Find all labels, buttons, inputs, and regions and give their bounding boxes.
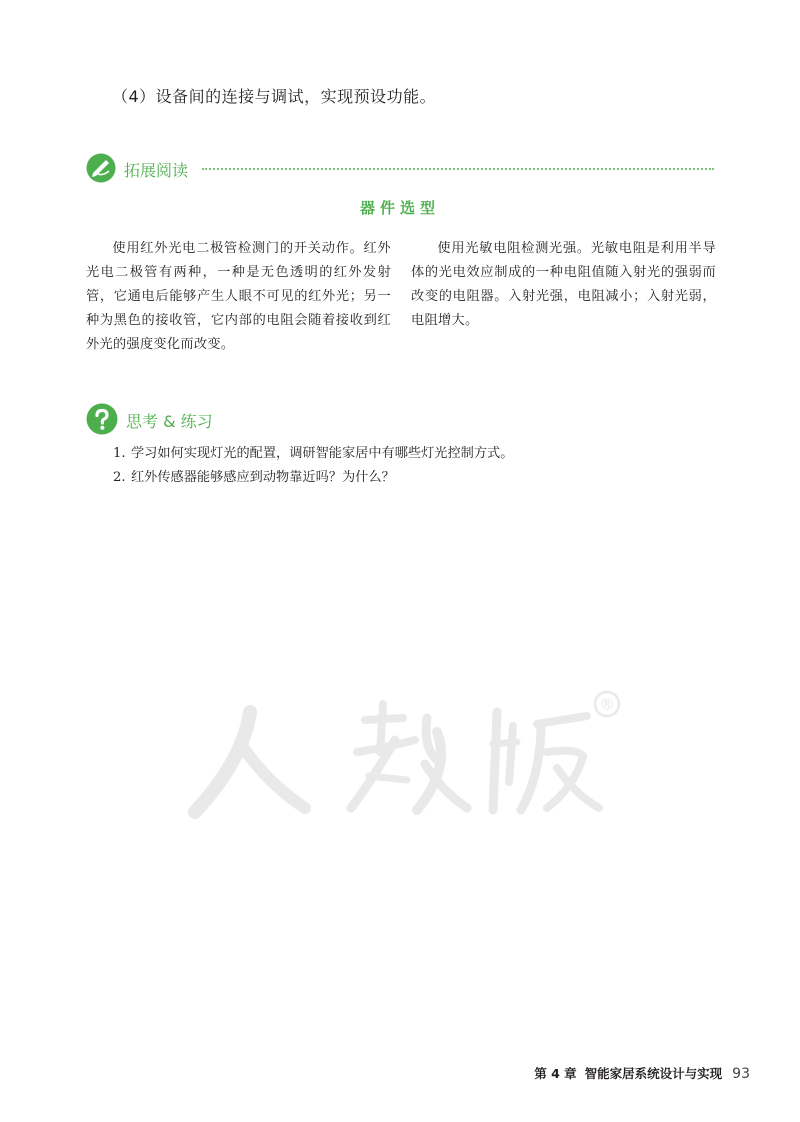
footer-chapter-title: 智能家居系统设计与实现 — [584, 1066, 723, 1081]
dotted-divider — [202, 168, 714, 170]
reading-paragraph-left: 使用红外光电二极管检测门的开关动作。红外光电二极管有两种，一种是无色透明的红外发射管，它通电后能够产生人眼不可见的红外光；另一种为黑色的接收管，它内部的电阻会随着接收到红外光的强度变化而改变。 — [86, 241, 391, 352]
footer-chapter: 第 4 章 — [534, 1066, 577, 1081]
exercise-item-number: 1. — [113, 446, 126, 461]
exercise-title: 思考 & 练习 — [126, 412, 213, 431]
extended-reading-title: 拓展阅读 — [124, 161, 189, 180]
exercise-item-number: 2. — [113, 470, 126, 485]
page-footer — [420, 1064, 750, 1082]
exercise-list — [113, 442, 713, 490]
reading-paragraph-right: 使用光敏电阻检测光强。光敏电阻是利用半导体的光电效应制成的一种电阻值随入射光的强弱而改变的电阻器。入射光强，电阻减小；入射光弱，电阻增大。 — [411, 241, 716, 328]
question-mark-icon — [86, 403, 118, 435]
page-number: 93 — [732, 1066, 750, 1082]
exercise-item — [113, 442, 713, 466]
exercise-header — [86, 403, 386, 437]
extended-reading-header — [86, 151, 716, 187]
reading-column-left — [86, 237, 391, 357]
exercise-item-text: 学习如何实现灯光的配置，调研智能家居中有哪些灯光控制方式。 — [131, 446, 514, 461]
intro-step-text: （4）设备间的连接与调试，实现预设功能。 — [112, 87, 437, 106]
registered-mark: ® — [599, 695, 615, 714]
exercise-item-text: 红外传感器能够感应到动物靠近吗？为什么？ — [131, 470, 395, 485]
reading-subtitle: 器件选型 — [359, 199, 440, 217]
publisher-watermark-logo — [175, 690, 645, 830]
exercise-item — [113, 466, 713, 490]
pencil-leaf-icon — [86, 153, 116, 183]
reading-column-right — [411, 237, 716, 333]
